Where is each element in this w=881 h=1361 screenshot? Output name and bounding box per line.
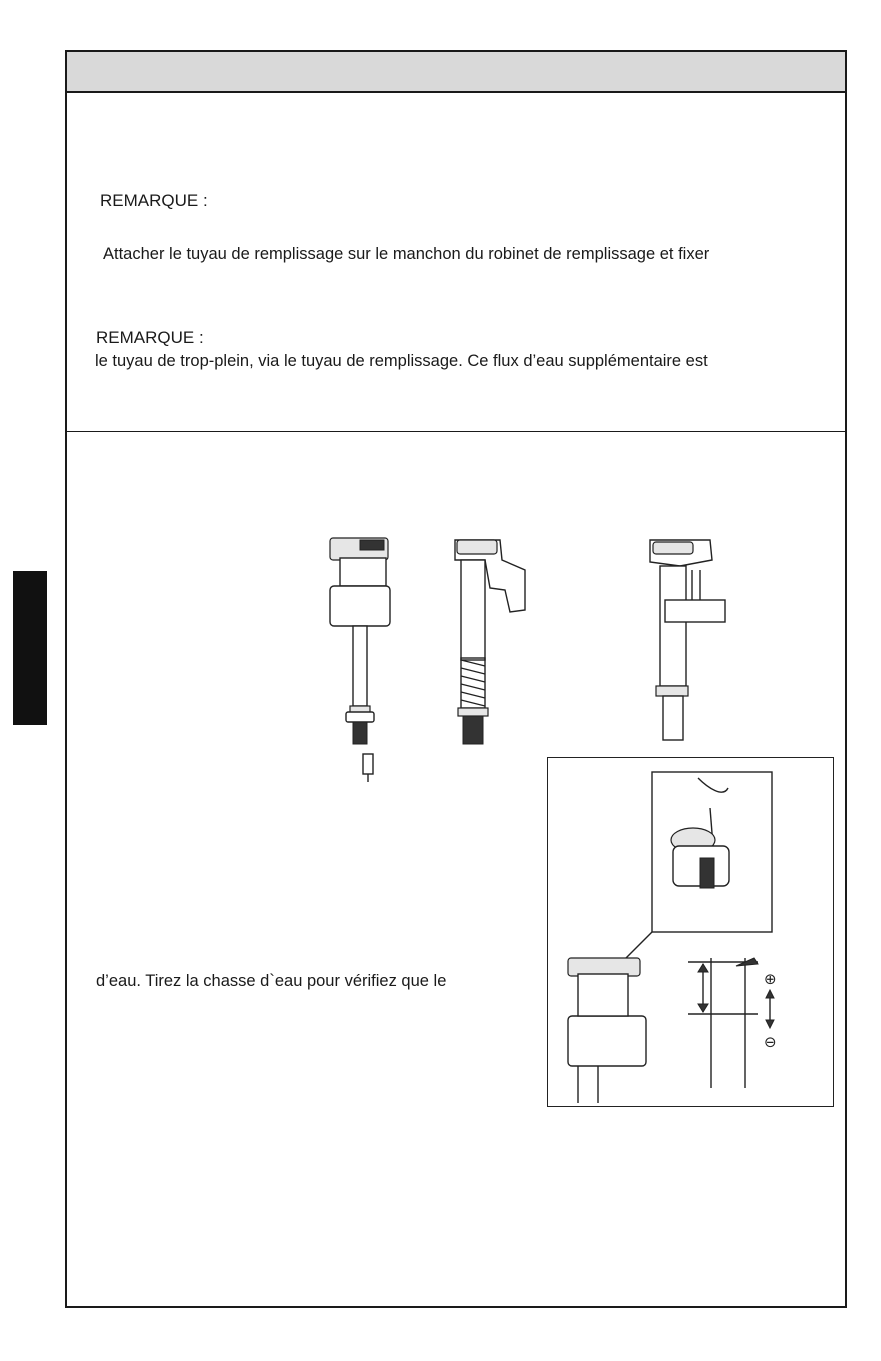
plus-symbol: ⊕ bbox=[764, 970, 777, 988]
fill-valve-3 bbox=[650, 540, 725, 740]
attach-fill-tube-text: Attacher le tuyau de remplissage sur le manchon du robinet de remplissage et fixer bbox=[103, 245, 710, 263]
fill-valve-2 bbox=[455, 540, 525, 744]
fill-valve-illustrations bbox=[320, 530, 730, 790]
spring bbox=[461, 660, 485, 706]
fill-valve-1 bbox=[330, 538, 390, 782]
note-label-2: REMARQUE : bbox=[96, 328, 204, 347]
flush-check-text: d’eau. Tirez la chasse d`eau pour vérifiez que le bbox=[96, 972, 447, 990]
section-divider bbox=[67, 431, 845, 432]
overflow-tube-text: le tuyau de trop-plein, via le tuyau de remplissage. Ce flux d’eau supplémentaire est bbox=[95, 352, 708, 370]
adjustment-drawing bbox=[548, 758, 835, 1108]
language-side-tab bbox=[13, 571, 47, 725]
note-label: REMARQUE : bbox=[100, 191, 208, 210]
minus-symbol: ⊖ bbox=[764, 1033, 777, 1051]
section-header-bar bbox=[67, 52, 845, 93]
adjustment-figure bbox=[547, 757, 834, 1107]
